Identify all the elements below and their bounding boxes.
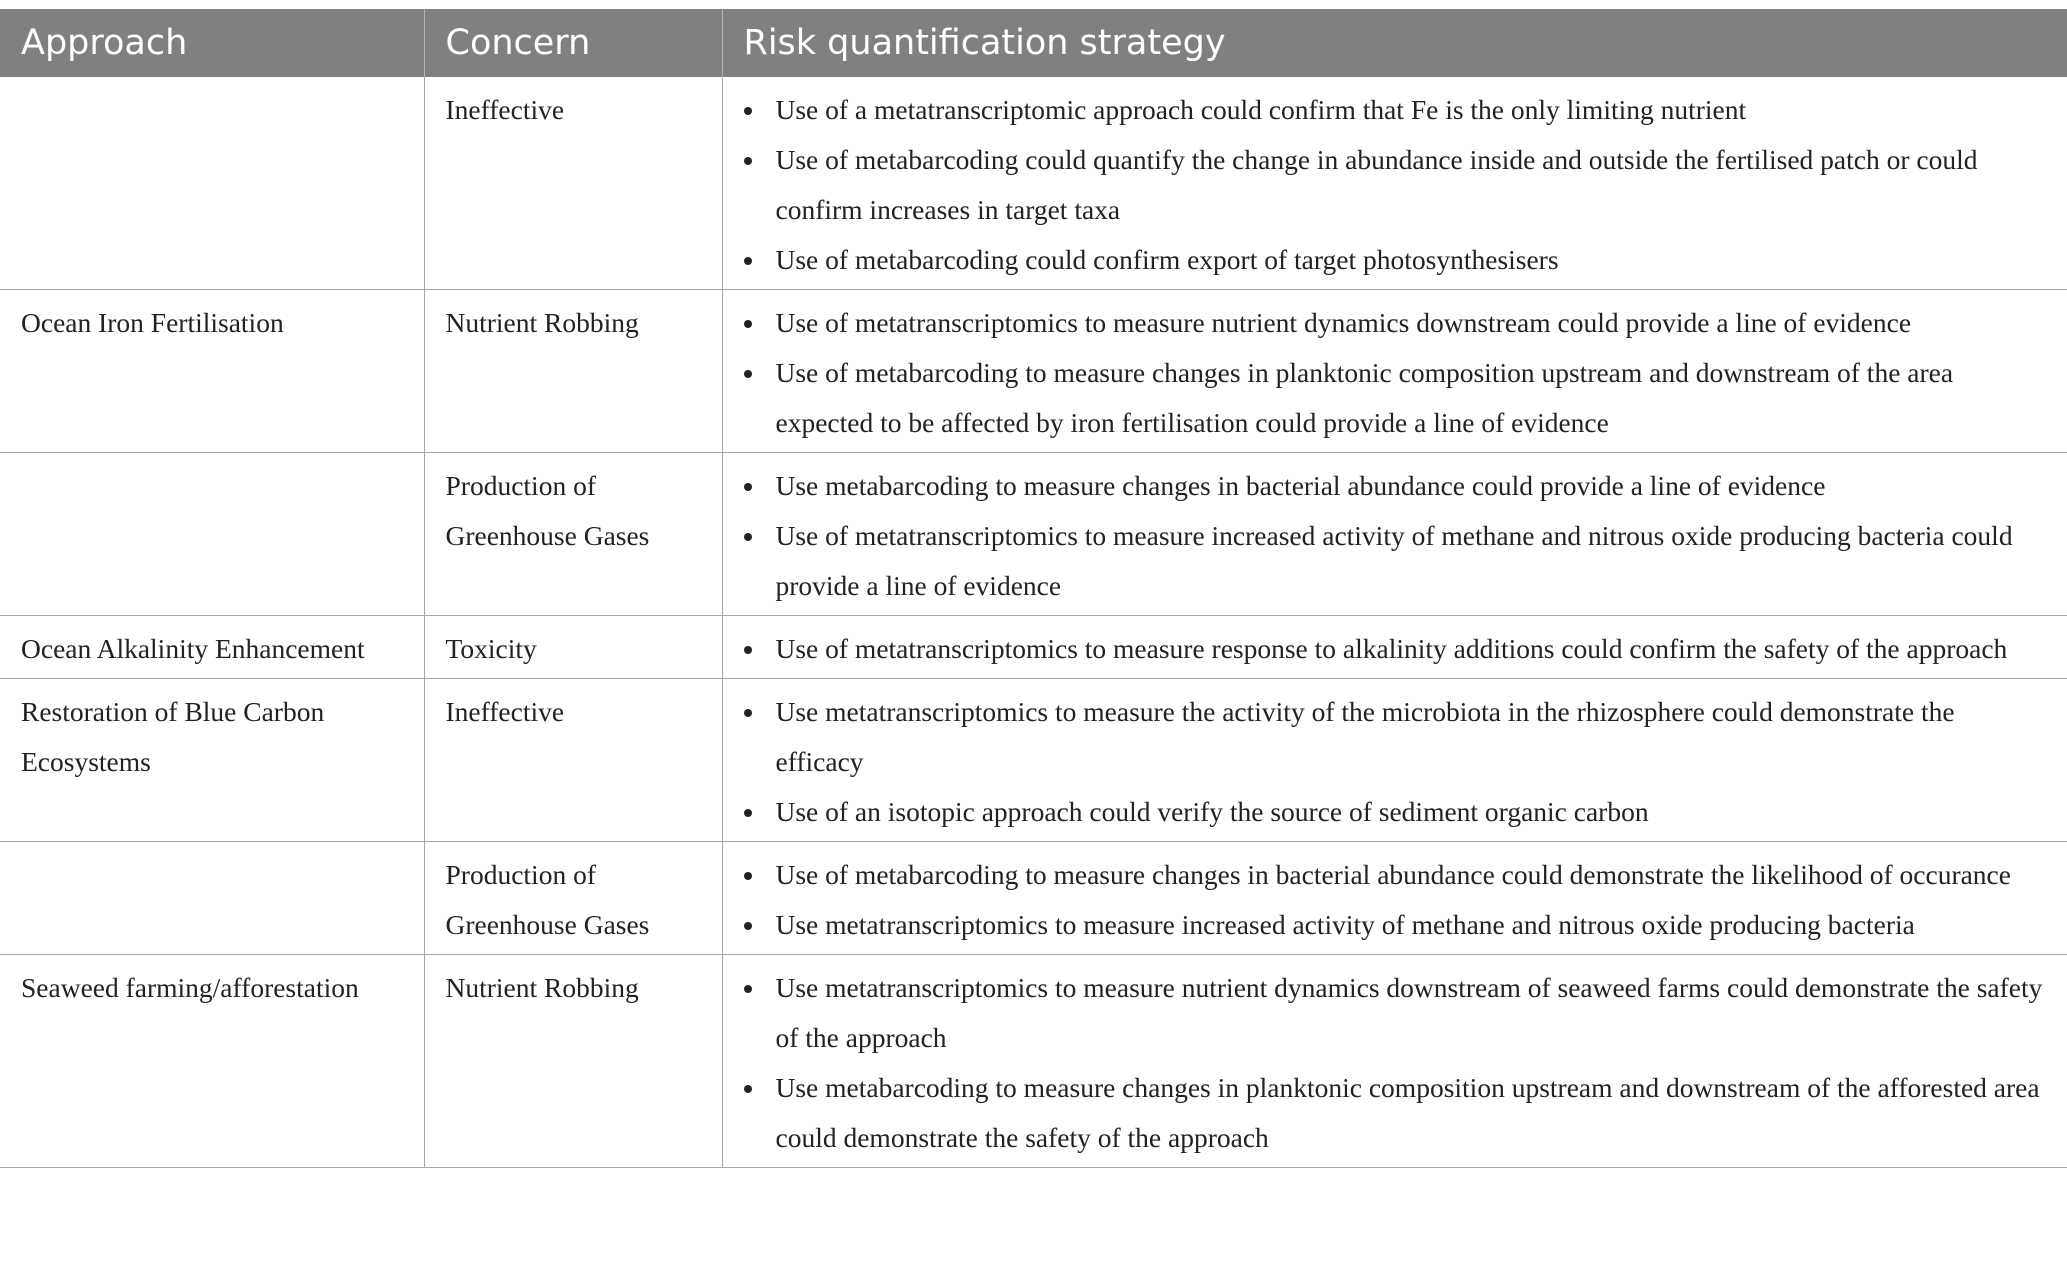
concern-cell: Ineffective [424, 77, 722, 290]
bullet-icon [744, 107, 752, 115]
table-row [0, 290, 2067, 453]
approach-cell [0, 453, 424, 616]
strategy-text: Use of metatranscriptomics to measure increased activity of methane and nitrous oxide producing bacteria could provide a line of evidence [775, 520, 2013, 601]
table-row [0, 77, 2067, 290]
strategy-item [723, 850, 2048, 900]
strategy-item [723, 1063, 2048, 1163]
bullet-icon [744, 257, 752, 265]
bullet-icon [744, 320, 752, 328]
approach-cell [0, 77, 424, 290]
header-row [0, 9, 2067, 77]
bullet-icon [744, 533, 752, 541]
approach-cell [0, 842, 424, 955]
strategy-list [723, 963, 2048, 1163]
bullet-icon [744, 709, 752, 717]
strategy-item [723, 963, 2048, 1063]
bullet-icon [744, 370, 752, 378]
concern-cell: Nutrient Robbing [424, 955, 722, 1168]
strategy-cell [722, 453, 2067, 616]
strategy-item [723, 687, 2048, 787]
strategy-item [723, 900, 2048, 950]
strategy-list [723, 624, 2048, 674]
strategy-cell [722, 290, 2067, 453]
approach-cell: Restoration of Blue Carbon Ecosystems [0, 679, 424, 842]
bullet-icon [744, 872, 752, 880]
strategy-text: Use of an isotopic approach could verify the source of sediment organic carbon [775, 796, 1649, 827]
strategy-text: Use metabarcoding to measure changes in planktonic composition upstream and downstream of the afforested area could demonstrate the safety of the approach [775, 1072, 2040, 1153]
bullet-icon [744, 1085, 752, 1093]
bullet-icon [744, 483, 752, 491]
bullet-icon [744, 985, 752, 993]
table-row [0, 679, 2067, 842]
strategy-text: Use of metatranscriptomics to measure response to alkalinity additions could confirm the safety of the approach [775, 633, 2008, 664]
table-row [0, 955, 2067, 1168]
strategy-list [723, 298, 2048, 448]
strategy-item [723, 511, 2048, 611]
strategy-text: Use of metabarcoding to measure changes in bacterial abundance could demonstrate the likelihood of occurance [775, 859, 2011, 890]
strategy-text: Use metatranscriptomics to measure the activity of the microbiota in the rhizosphere could demonstrate the efficacy [775, 696, 1955, 777]
concern-cell: Production of Greenhouse Gases [424, 842, 722, 955]
approach-cell: Seaweed farming/afforestation [0, 955, 424, 1168]
strategy-item [723, 461, 2048, 511]
header-approach: Approach [0, 9, 424, 77]
strategy-item [723, 298, 2048, 348]
strategy-text: Use of metatranscriptomics to measure nutrient dynamics downstream could provide a line of evidence [775, 307, 1912, 338]
table-row [0, 842, 2067, 955]
table-header [0, 9, 2067, 77]
strategy-list [723, 687, 2048, 837]
risk-quantification-table [0, 9, 2067, 1168]
strategy-item [723, 624, 2048, 674]
strategy-text: Use of a metatranscriptomic approach could confirm that Fe is the only limiting nutrient [775, 94, 1747, 125]
concern-cell: Production of Greenhouse Gases [424, 453, 722, 616]
approach-cell: Ocean Iron Fertilisation [0, 290, 424, 453]
strategy-cell [722, 616, 2067, 679]
strategy-item [723, 235, 2048, 285]
concern-cell: Ineffective [424, 679, 722, 842]
table-row [0, 453, 2067, 616]
strategy-item [723, 787, 2048, 837]
concern-cell: Nutrient Robbing [424, 290, 722, 453]
bullet-icon [744, 922, 752, 930]
risk-quantification-table-container [0, 9, 2067, 1168]
bullet-icon [744, 809, 752, 817]
strategy-list [723, 461, 2048, 611]
strategy-cell [722, 77, 2067, 290]
table-body [0, 77, 2067, 1168]
concern-cell: Toxicity [424, 616, 722, 679]
strategy-text: Use metatranscriptomics to measure nutrient dynamics downstream of seaweed farms could demonstrate the safety of the approach [775, 972, 2043, 1053]
strategy-text: Use of metabarcoding could quantify the change in abundance inside and outside the fertilised patch or could confirm increases in target taxa [775, 144, 1978, 225]
strategy-list [723, 850, 2048, 950]
strategy-text: Use of metabarcoding could confirm export of target photosynthesisers [775, 244, 1559, 275]
bullet-icon [744, 157, 752, 165]
bullet-icon [744, 646, 752, 654]
strategy-cell [722, 955, 2067, 1168]
header-risk-strategy: Risk quantification strategy [722, 9, 2067, 77]
strategy-text: Use of metabarcoding to measure changes in planktonic composition upstream and downstream of the area expected to be affected by iron fertilisation could provide a line of evidence [775, 357, 1954, 438]
strategy-text: Use metatranscriptomics to measure increased activity of methane and nitrous oxide producing bacteria [775, 909, 1915, 940]
strategy-list [723, 85, 2048, 285]
strategy-text: Use metabarcoding to measure changes in bacterial abundance could provide a line of evidence [775, 470, 1826, 501]
strategy-cell [722, 679, 2067, 842]
header-concern: Concern [424, 9, 722, 77]
strategy-item [723, 135, 2048, 235]
approach-cell: Ocean Alkalinity Enhancement [0, 616, 424, 679]
table-row [0, 616, 2067, 679]
strategy-cell [722, 842, 2067, 955]
strategy-item [723, 348, 2048, 448]
strategy-item [723, 85, 2048, 135]
